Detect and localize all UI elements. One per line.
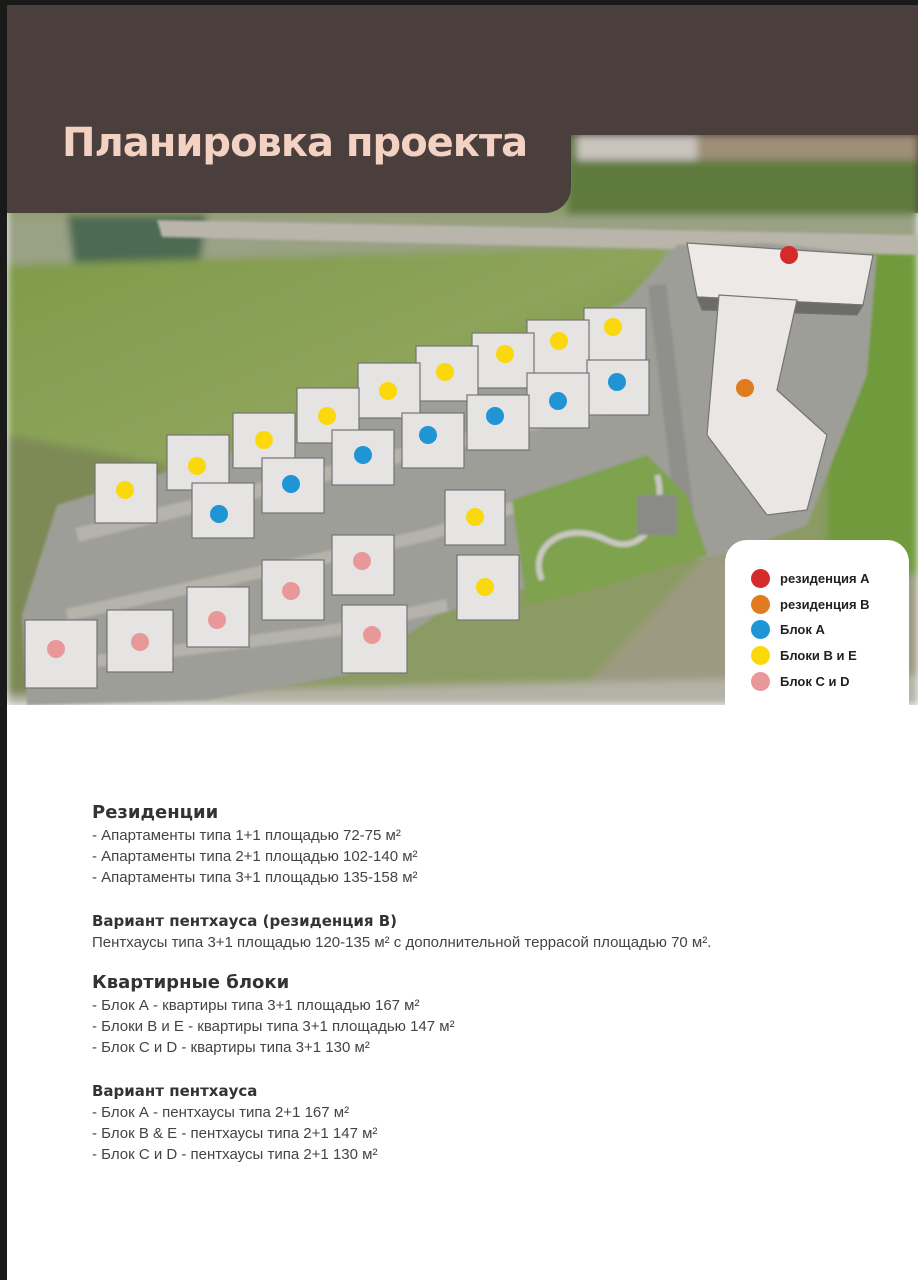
penthouse-blocks-heading: Вариант пентхауса [92, 1082, 258, 1100]
description-text [92, 801, 892, 1165]
legend-item-residence-a [751, 567, 870, 589]
list-item: - Блок С и D - квартиры типа 3+1 130 м² [92, 1039, 370, 1056]
legend-item-block-a [751, 618, 825, 640]
residences-heading: Резиденции [92, 802, 219, 823]
list-item: - Апартаменты типа 3+1 площадью 135-158 м² [92, 869, 418, 886]
legend-label: Блок А [780, 621, 825, 637]
list-item: - Апартаменты типа 1+1 площадью 72-75 м² [92, 827, 401, 844]
list-item: - Блоки В и Е - квартиры типа 3+1 площадью 147 м² [92, 1018, 455, 1035]
page-title: Планировка проекта [62, 120, 528, 166]
pink-dot-icon [751, 672, 770, 691]
paragraph: Пентхаусы типа 3+1 площадью 120-135 м² с дополнительной террасой площадью 70 м². [92, 934, 712, 951]
list-item: - Апартаменты типа 2+1 площадью 102-140 м² [92, 848, 418, 865]
legend-item-residence-b [751, 593, 870, 615]
penthouse-residence-heading: Вариант пентхауса (резиденция В) [92, 912, 398, 930]
list-item: - Блок А - пентхаусы типа 2+1 167 м² [92, 1104, 350, 1121]
legend-item-blocks-c-d [751, 670, 849, 692]
legend-label: Блоки В и Е [780, 647, 857, 663]
legend-label: Блок С и D [780, 673, 850, 689]
legend-label: резиденция В [780, 596, 870, 612]
map-legend [725, 540, 909, 705]
brochure-page [7, 5, 918, 1280]
legend-item-blocks-b-e [751, 644, 857, 666]
orange-dot-icon [751, 595, 770, 614]
red-dot-icon [751, 569, 770, 588]
list-item: - Блок В & Е - пентхаусы типа 2+1 147 м² [92, 1125, 378, 1142]
list-item: - Блок А - квартиры типа 3+1 площадью 167 м² [92, 997, 420, 1014]
legend-label: резиденция А [780, 570, 870, 586]
list-item: - Блок С и D - пентхаусы типа 2+1 130 м² [92, 1146, 378, 1163]
blue-dot-icon [751, 620, 770, 639]
header-tab [7, 5, 571, 213]
apartment-blocks-heading: Квартирные блоки [92, 972, 290, 993]
yellow-dot-icon [751, 646, 770, 665]
